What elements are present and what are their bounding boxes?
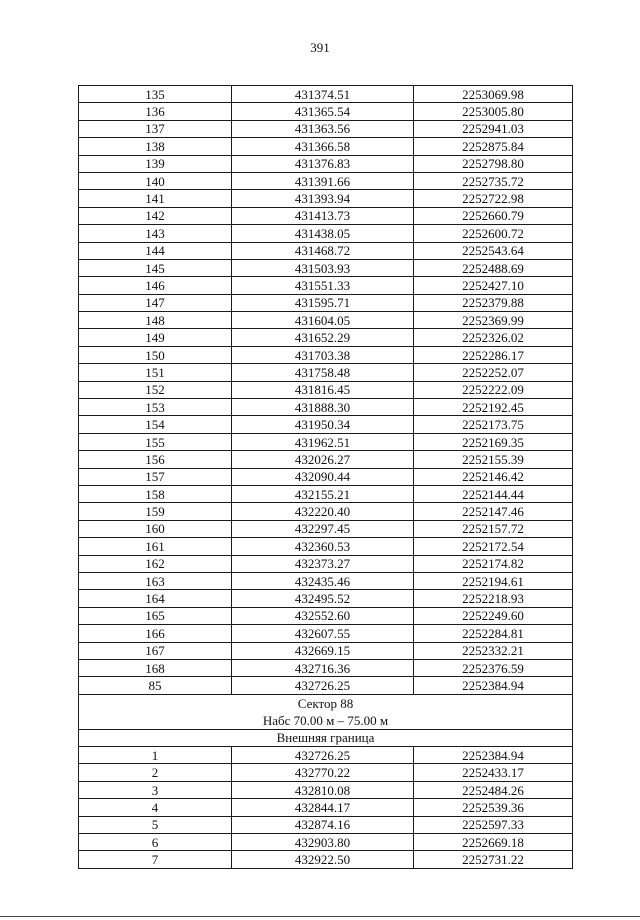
y-coordinate-cell: 2252194.61 xyxy=(414,572,573,589)
boundary-row xyxy=(79,729,573,746)
x-coordinate-cell: 432726.25 xyxy=(232,747,414,764)
point-number-cell: 160 xyxy=(79,520,232,537)
y-coordinate-cell: 2252484.26 xyxy=(414,781,573,798)
point-number-cell: 141 xyxy=(79,190,232,207)
y-coordinate-cell: 2252192.45 xyxy=(414,399,573,416)
point-number-cell: 161 xyxy=(79,538,232,555)
table-row xyxy=(79,138,573,155)
point-number-cell: 3 xyxy=(79,781,232,798)
y-coordinate-cell: 2252488.69 xyxy=(414,259,573,276)
y-coordinate-cell: 2252669.18 xyxy=(414,834,573,851)
x-coordinate-cell: 432874.16 xyxy=(232,816,414,833)
table-row xyxy=(79,207,573,224)
table-row xyxy=(79,86,573,103)
x-coordinate-cell: 431393.94 xyxy=(232,190,414,207)
point-number-cell: 85 xyxy=(79,677,232,694)
y-coordinate-cell: 2252218.93 xyxy=(414,590,573,607)
point-number-cell: 165 xyxy=(79,607,232,624)
point-number-cell: 152 xyxy=(79,381,232,398)
point-number-cell: 148 xyxy=(79,312,232,329)
point-number-cell: 163 xyxy=(79,572,232,589)
point-number-cell: 2 xyxy=(79,764,232,781)
point-number-cell: 162 xyxy=(79,555,232,572)
point-number-cell: 138 xyxy=(79,138,232,155)
table-row xyxy=(79,120,573,137)
point-number-cell: 7 xyxy=(79,851,232,868)
table-row xyxy=(79,399,573,416)
point-number-cell: 142 xyxy=(79,207,232,224)
point-number-cell: 154 xyxy=(79,416,232,433)
x-coordinate-cell: 431366.58 xyxy=(232,138,414,155)
section-row xyxy=(79,694,573,729)
x-coordinate-cell: 432844.17 xyxy=(232,799,414,816)
table-section-header xyxy=(79,694,573,746)
y-coordinate-cell: 2252433.17 xyxy=(414,764,573,781)
x-coordinate-cell: 432435.46 xyxy=(232,572,414,589)
y-coordinate-cell: 2252146.42 xyxy=(414,468,573,485)
table-row xyxy=(79,294,573,311)
point-number-cell: 147 xyxy=(79,294,232,311)
point-number-cell: 167 xyxy=(79,642,232,659)
x-coordinate-cell: 431376.83 xyxy=(232,155,414,172)
x-coordinate-cell: 432026.27 xyxy=(232,451,414,468)
point-number-cell: 6 xyxy=(79,834,232,851)
y-coordinate-cell: 2252144.44 xyxy=(414,485,573,502)
y-coordinate-cell: 2252147.46 xyxy=(414,503,573,520)
section-subtitle: Набс 70.00 м – 75.00 м xyxy=(262,712,389,728)
table-body-top xyxy=(79,86,573,695)
table-row xyxy=(79,781,573,798)
x-coordinate-cell: 431652.29 xyxy=(232,329,414,346)
x-coordinate-cell: 431438.05 xyxy=(232,225,414,242)
y-coordinate-cell: 2252326.02 xyxy=(414,329,573,346)
x-coordinate-cell: 431413.73 xyxy=(232,207,414,224)
page-number: 391 xyxy=(310,40,330,55)
point-number-cell: 4 xyxy=(79,799,232,816)
y-coordinate-cell: 2252157.72 xyxy=(414,520,573,537)
point-number-cell: 150 xyxy=(79,346,232,363)
table-row xyxy=(79,503,573,520)
x-coordinate-cell: 432669.15 xyxy=(232,642,414,659)
table-row xyxy=(79,520,573,537)
point-number-cell: 159 xyxy=(79,503,232,520)
y-coordinate-cell: 2252660.79 xyxy=(414,207,573,224)
point-number-cell: 140 xyxy=(79,172,232,189)
table-row xyxy=(79,816,573,833)
point-number-cell: 155 xyxy=(79,433,232,450)
y-coordinate-cell: 2252286.17 xyxy=(414,346,573,363)
table-row xyxy=(79,259,573,276)
table-row xyxy=(79,572,573,589)
y-coordinate-cell: 2252597.33 xyxy=(414,816,573,833)
table-row xyxy=(79,677,573,694)
x-coordinate-cell: 431595.71 xyxy=(232,294,414,311)
x-coordinate-cell: 432810.08 xyxy=(232,781,414,798)
x-coordinate-cell: 431758.48 xyxy=(232,364,414,381)
y-coordinate-cell: 2252539.36 xyxy=(414,799,573,816)
section-title: Сектор 88 xyxy=(297,695,354,711)
x-coordinate-cell: 431888.30 xyxy=(232,399,414,416)
table-row xyxy=(79,607,573,624)
y-coordinate-cell: 2252252.07 xyxy=(414,364,573,381)
table-row xyxy=(79,468,573,485)
table-row xyxy=(79,764,573,781)
table-row xyxy=(79,799,573,816)
point-number-cell: 146 xyxy=(79,277,232,294)
table-row xyxy=(79,485,573,502)
x-coordinate-cell: 432373.27 xyxy=(232,555,414,572)
page-edge-rule xyxy=(0,916,640,917)
y-coordinate-cell: 2252249.60 xyxy=(414,607,573,624)
table-row xyxy=(79,433,573,450)
y-coordinate-cell: 2252169.35 xyxy=(414,433,573,450)
table-row xyxy=(79,555,573,572)
y-coordinate-cell: 2252798.80 xyxy=(414,155,573,172)
table-body-bottom xyxy=(79,747,573,869)
y-coordinate-cell: 2253069.98 xyxy=(414,86,573,103)
point-number-cell: 158 xyxy=(79,485,232,502)
x-coordinate-cell: 431962.51 xyxy=(232,433,414,450)
y-coordinate-cell: 2252172.54 xyxy=(414,538,573,555)
table-row xyxy=(79,103,573,120)
y-coordinate-cell: 2252376.59 xyxy=(414,659,573,676)
point-number-cell: 144 xyxy=(79,242,232,259)
table-row xyxy=(79,155,573,172)
table-row xyxy=(79,659,573,676)
y-coordinate-cell: 2252735.72 xyxy=(414,172,573,189)
x-coordinate-cell: 432552.60 xyxy=(232,607,414,624)
x-coordinate-cell: 431391.66 xyxy=(232,172,414,189)
point-number-cell: 164 xyxy=(79,590,232,607)
x-coordinate-cell: 431816.45 xyxy=(232,381,414,398)
table-row xyxy=(79,851,573,868)
table-row xyxy=(79,329,573,346)
point-number-cell: 151 xyxy=(79,364,232,381)
x-coordinate-cell: 431365.54 xyxy=(232,103,414,120)
y-coordinate-cell: 2252543.64 xyxy=(414,242,573,259)
y-coordinate-cell: 2252284.81 xyxy=(414,625,573,642)
x-coordinate-cell: 432903.80 xyxy=(232,834,414,851)
point-number-cell: 145 xyxy=(79,259,232,276)
x-coordinate-cell: 431950.34 xyxy=(232,416,414,433)
x-coordinate-cell: 432090.44 xyxy=(232,468,414,485)
x-coordinate-cell: 432297.45 xyxy=(232,520,414,537)
table-row xyxy=(79,172,573,189)
x-coordinate-cell: 432726.25 xyxy=(232,677,414,694)
point-number-cell: 166 xyxy=(79,625,232,642)
table-row xyxy=(79,451,573,468)
coordinates-table xyxy=(78,85,573,869)
point-number-cell: 139 xyxy=(79,155,232,172)
x-coordinate-cell: 431703.38 xyxy=(232,346,414,363)
point-number-cell: 149 xyxy=(79,329,232,346)
table-row xyxy=(79,312,573,329)
x-coordinate-cell: 432770.22 xyxy=(232,764,414,781)
point-number-cell: 137 xyxy=(79,120,232,137)
table-row xyxy=(79,190,573,207)
y-coordinate-cell: 2252384.94 xyxy=(414,747,573,764)
x-coordinate-cell: 431374.51 xyxy=(232,86,414,103)
point-number-cell: 143 xyxy=(79,225,232,242)
table-row xyxy=(79,364,573,381)
point-number-cell: 157 xyxy=(79,468,232,485)
y-coordinate-cell: 2252722.98 xyxy=(414,190,573,207)
y-coordinate-cell: 2252332.21 xyxy=(414,642,573,659)
y-coordinate-cell: 2252875.84 xyxy=(414,138,573,155)
x-coordinate-cell: 431468.72 xyxy=(232,242,414,259)
x-coordinate-cell: 431551.33 xyxy=(232,277,414,294)
y-coordinate-cell: 2252427.10 xyxy=(414,277,573,294)
y-coordinate-cell: 2252731.22 xyxy=(414,851,573,868)
x-coordinate-cell: 432495.52 xyxy=(232,590,414,607)
table-row xyxy=(79,416,573,433)
table-row xyxy=(79,538,573,555)
y-coordinate-cell: 2252600.72 xyxy=(414,225,573,242)
point-number-cell: 156 xyxy=(79,451,232,468)
y-coordinate-cell: 2252174.82 xyxy=(414,555,573,572)
x-coordinate-cell: 431604.05 xyxy=(232,312,414,329)
table-row xyxy=(79,225,573,242)
y-coordinate-cell: 2252222.09 xyxy=(414,381,573,398)
y-coordinate-cell: 2252379.88 xyxy=(414,294,573,311)
point-number-cell: 1 xyxy=(79,747,232,764)
point-number-cell: 135 xyxy=(79,86,232,103)
x-coordinate-cell: 432220.40 xyxy=(232,503,414,520)
y-coordinate-cell: 2252384.94 xyxy=(414,677,573,694)
point-number-cell: 136 xyxy=(79,103,232,120)
table-row xyxy=(79,590,573,607)
x-coordinate-cell: 432607.55 xyxy=(232,625,414,642)
table-row xyxy=(79,747,573,764)
table-row xyxy=(79,381,573,398)
table-row xyxy=(79,642,573,659)
point-number-cell: 168 xyxy=(79,659,232,676)
section-cell xyxy=(79,694,573,729)
y-coordinate-cell: 2252369.99 xyxy=(414,312,573,329)
table-row xyxy=(79,277,573,294)
x-coordinate-cell: 431363.56 xyxy=(232,120,414,137)
boundary-label: Внешняя граница xyxy=(79,729,573,746)
x-coordinate-cell: 431503.93 xyxy=(232,259,414,276)
table-row xyxy=(79,242,573,259)
x-coordinate-cell: 432360.53 xyxy=(232,538,414,555)
y-coordinate-cell: 2252173.75 xyxy=(414,416,573,433)
table-row xyxy=(79,346,573,363)
point-number-cell: 153 xyxy=(79,399,232,416)
y-coordinate-cell: 2253005.80 xyxy=(414,103,573,120)
x-coordinate-cell: 432716.36 xyxy=(232,659,414,676)
table-row xyxy=(79,625,573,642)
x-coordinate-cell: 432922.50 xyxy=(232,851,414,868)
y-coordinate-cell: 2252941.03 xyxy=(414,120,573,137)
table-row xyxy=(79,834,573,851)
point-number-cell: 5 xyxy=(79,816,232,833)
y-coordinate-cell: 2252155.39 xyxy=(414,451,573,468)
x-coordinate-cell: 432155.21 xyxy=(232,485,414,502)
